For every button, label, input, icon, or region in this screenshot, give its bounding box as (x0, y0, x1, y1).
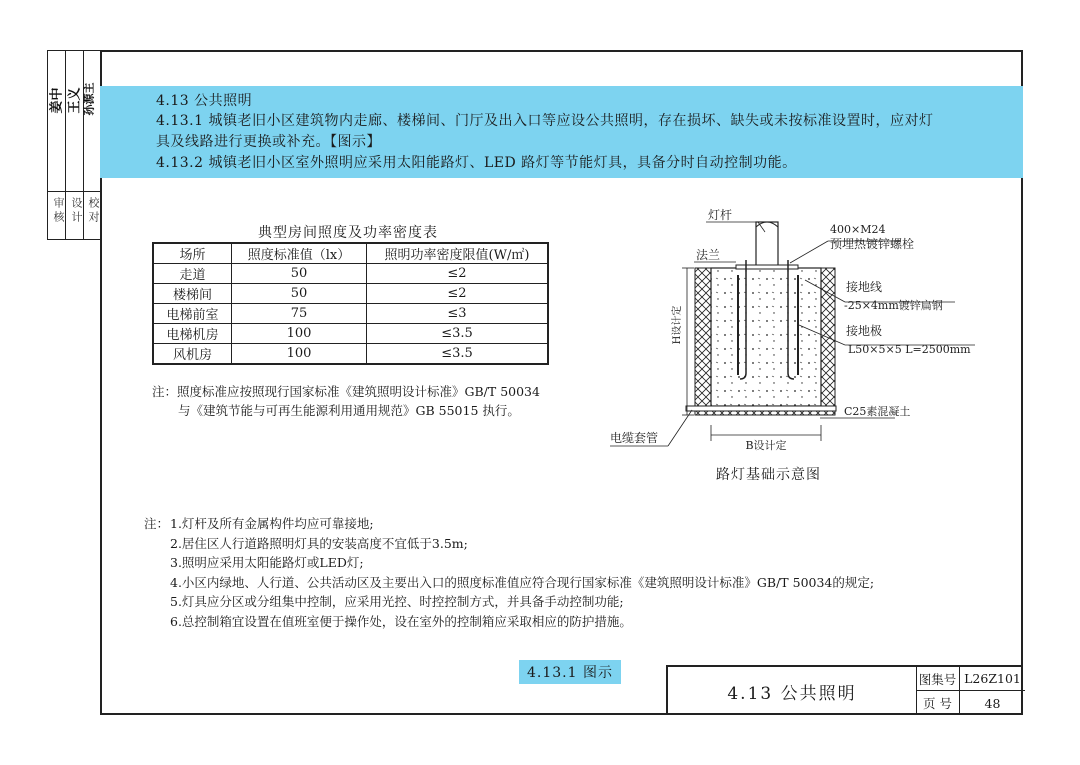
lamp-foundation-diagram (610, 205, 980, 455)
notes-lead: 注： (144, 516, 170, 531)
cell-place: 楼梯间 (153, 284, 232, 304)
cell-power: ≤3.5 (367, 344, 549, 365)
cable-conduit (686, 406, 836, 411)
signature-2: 王义 (67, 87, 83, 114)
clause-4-13-1-line2: 具及线路进行更换或补充。【图示】 (156, 134, 381, 150)
pole (756, 222, 778, 268)
page-number: 48 (984, 695, 1001, 711)
header-power: 照明功率密度限值(W/㎡) (367, 243, 549, 264)
cell-power: ≤2 (367, 264, 549, 284)
header-place: 场所 (153, 243, 232, 264)
clause-4-13-2: 4.13.2 城镇老旧小区室外照明应采用太阳能路灯、LED 路灯等节能灯具，具备分时自动控制功能。 (156, 155, 797, 171)
table-note-line1: 注：照度标准应按照现行国家标准《建筑照明设计标准》GB/T 50034 (152, 384, 540, 399)
table-row (153, 304, 548, 324)
cell-lux: 100 (232, 324, 367, 344)
label-ground-wire-spec: -25×4mm镀锌扁钢 (844, 299, 943, 312)
table-row (153, 284, 548, 304)
title-block (666, 665, 1023, 715)
table-note-line2: 与《建筑节能与可再生能源利用通用规范》GB 55015 执行。 (178, 403, 520, 418)
role-review: 审核 (52, 197, 65, 225)
cell-lux: 50 (232, 284, 367, 304)
note-item: 2.居住区人行道路照明灯具的安装高度不宜低于3.5m; (170, 535, 468, 551)
note-item: 5.灯具应分区或分组集中控制，应采用光控、时控控制方式，并具备手动控制功能; (170, 594, 624, 609)
label-bolt-desc: 预埋热镀锌螺栓 (830, 237, 915, 251)
cell-place: 电梯前室 (153, 304, 232, 324)
role-design: 设计 (70, 197, 83, 225)
table-row (153, 264, 548, 284)
clause-4-13-1-line1: 4.13.1 城镇老旧小区建筑物内走廊、楼梯间、门厅及出入口等应设公共照明，存在损坏、缺失或未按标准设置时，应对灯 (156, 113, 934, 129)
label-height: H设计定 (672, 305, 683, 345)
cell-lux: 100 (232, 344, 367, 365)
label-ground-wire: 接地线 (846, 280, 883, 294)
table-note (152, 382, 540, 420)
cell-place: 电梯机房 (153, 324, 232, 344)
label-flange: 法兰 (696, 248, 721, 262)
signature-1: 姜中 (49, 87, 65, 114)
label-pole: 灯杆 (708, 208, 733, 222)
cell-power: ≤2 (367, 284, 549, 304)
cell-lux: 50 (232, 264, 367, 284)
figure-caption: 4.13.1 图示 (519, 660, 621, 684)
cell-lux: 75 (232, 304, 367, 324)
cell-place: 走道 (153, 264, 232, 284)
page-label: 页 号 (916, 691, 960, 715)
section-heading: 4.13 公共照明 (156, 93, 253, 109)
header-lux: 照度标准值（lx） (232, 243, 367, 264)
table-title: 典型房间照度及功率密度表 (258, 225, 438, 241)
atlas-number: L26Z101 (960, 667, 1025, 691)
diagram-title: 路灯基础示意图 (716, 467, 821, 483)
table-row (153, 344, 548, 365)
cell-power: ≤3 (367, 304, 549, 324)
note-item: 1.灯杆及所有金属构件均应可靠接地; (170, 516, 374, 531)
table-header-row (153, 243, 548, 264)
role-check: 校对 (87, 197, 100, 225)
cell-power: ≤3.5 (367, 324, 549, 344)
note-item: 6.总控制箱宜设置在值班室便于操作处，设在室外的控制箱应采取相应的防护措施。 (170, 613, 632, 629)
note-item: 4.小区内绿地、人行道、公共活动区及主要出入口的照度标准值应符合现行国家标准《建筑照明设计标准》GB/T 50034的规定; (170, 574, 875, 590)
illuminance-table (152, 242, 549, 365)
atlas-label: 图集号 (916, 667, 960, 691)
label-width: B设计定 (745, 439, 787, 452)
title-block-title: 4.13 公共照明 (668, 667, 917, 715)
table-row (153, 324, 548, 344)
label-conduit: 电缆套管 (610, 431, 659, 445)
clause-banner (100, 86, 1023, 178)
label-ground-rod-spec: L50×5×5 L=2500mm (848, 343, 971, 356)
label-concrete: C25素混凝土 (844, 405, 911, 418)
note-item: 3.照明应采用太阳能路灯或LED灯; (170, 555, 364, 570)
label-ground-rod: 接地极 (846, 324, 883, 338)
label-bolt-spec: 400×M24 (830, 223, 886, 236)
signature-3: 孙源主 (82, 82, 96, 116)
approval-strip (47, 50, 100, 240)
cell-place: 风机房 (153, 344, 232, 365)
notes-list (170, 514, 970, 631)
